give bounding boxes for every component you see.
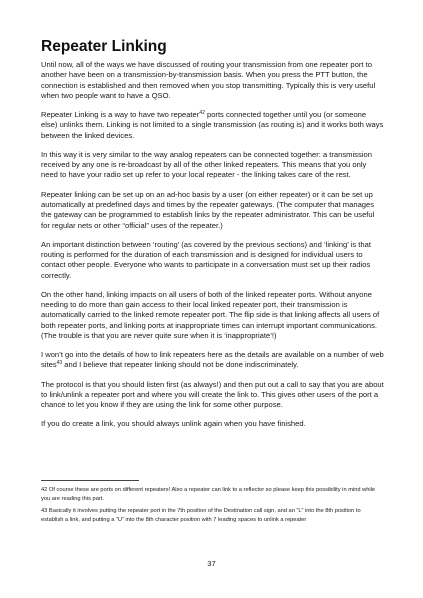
- paragraph-routing-vs-linking: An important distinction between ‘routing’ (as covered by the previous sections) and ‘linking’ is that routing is performed for the duration of each transmission and is designed for individual users to contact other people. Everyone who wants to participate in a conversation must set up their radios correctly.: [41, 239, 371, 280]
- section-heading: Repeater Linking: [41, 38, 167, 55]
- footnote-42: 42 Of course these are ports on different repeaters! Also a repeater can link to a reflector so please keep this possibility in mind while you are reading this part.: [41, 487, 376, 502]
- footnote-43: 43 Basically it involves putting the repeater port in the 7th position of the Destination call sign, and an “L” into the 8th position to establish a link, and putting a “U” into the 8th character position with 7 leading spaces to unlink a repeater: [41, 507, 361, 523]
- footnote-ref-42: 42: [199, 110, 205, 117]
- footnote-ref-43: 43: [56, 360, 63, 367]
- paragraph-text: and I believe that repeater linking should not be done indiscriminately.: [62, 360, 299, 370]
- footnotes: [41, 486, 384, 528]
- page-number: 37: [207, 559, 216, 568]
- paragraph-text: I won’t go into the details of how to link repeaters here as the details are available on a number of web sites: [41, 350, 384, 370]
- footnote-divider: [41, 480, 139, 481]
- page-content: [41, 38, 384, 439]
- paragraph-linking-definition: [41, 110, 384, 141]
- paragraph-text: ports connected together until you (or someone else) unlinks them. Linking is not limited to a single transmission (as routing is) and it works both ways between the linked devices.: [41, 110, 384, 140]
- paragraph-analog-comparison: In this way it is very similar to the way analog repeaters can be connected together: a transmission received by any one is re-broadcast by all of the other linked repeaters. This means that you only need to have your radio set up refer to your local repeater - the linking takes care of the rest.: [41, 149, 372, 180]
- paragraph-routing-intro: Until now, all of the ways we have discussed of routing your transmission from one repeater port to another have been on a transmission-by-transmission basis. When you press the PTT button, the connection is established and then removed when you stop transmitting. Typically this is very useful when two people want to have a QSO.: [41, 60, 376, 100]
- paragraph-linking-impact: On the other hand, linking impacts on all users of both of the linked repeater ports. Without anyone needing to do more than gain access to their local linked repeater port, their transmission is automatically carried to the linked remote repeater port. The flip side is that linking affects all users of both repeater ports, and linking ports at inappropriate times can interrupt important communications. (The trouble is that you are never quite sure when it is ‘inappropriate’!): [41, 289, 380, 340]
- paragraph-text: Repeater Linking is a way to have two repeater: [41, 110, 200, 120]
- paragraph-ad-hoc-setup: Repeater linking can be set up on an ad-hoc basis by a user (on either repeater) or it can be set up automatically at predefined days and times by the repeater gateways. (The computer that manages the gateway can be programmed to establish links by the repeater administrator. This can be useful for regular nets or other “official” uses of the repeater.): [41, 189, 375, 230]
- paragraph-protocol: The protocol is that you should listen first (as always!) and then put out a call to say that you are about to link/unlink a repeater port and where you will create the link to. This gives other users of the port a chance to let you know if they are using the link for some other purpose.: [41, 379, 384, 410]
- paragraph-details-reference: [41, 350, 384, 371]
- paragraph-unlink-advice: If you do create a link, you should always unlink again when you have finished.: [41, 419, 306, 429]
